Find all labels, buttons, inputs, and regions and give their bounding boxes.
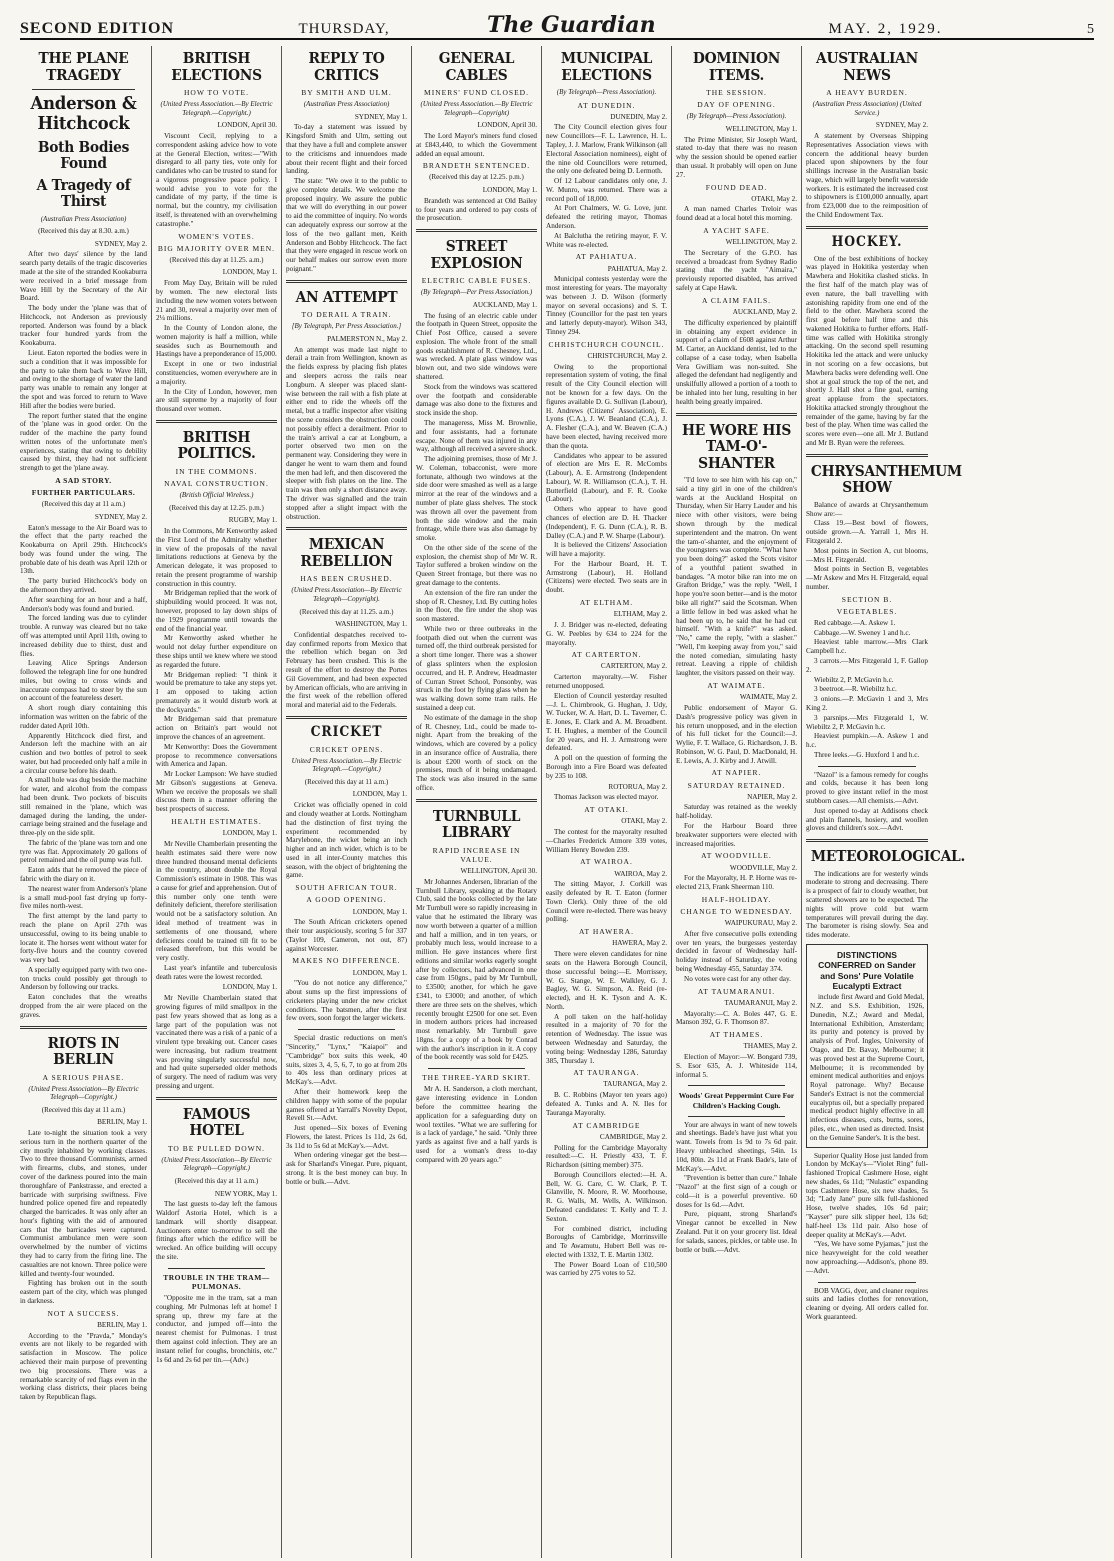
paragraph: Wiebiltz 2, P. McGavin h.c. bbox=[814, 675, 894, 684]
dateline: LONDON, May 1. bbox=[222, 268, 277, 277]
paragraph: Mr Locker Lampson: We have studied Mr Gibson's suggestions at Geneva. When we receive the proposals we shall discuss them in a manner offering the best prospects of success. bbox=[156, 770, 277, 814]
headline-chrysanthemum-show: CHRYSANTHEMUM SHOW bbox=[810, 461, 962, 497]
subheading: AT DUNEDIN. bbox=[577, 100, 636, 110]
advertisement: "Nazol" is a famous remedy for coughs and colds, because it has been long proved to give instant relief in the most stubborn cases.—All chemists.—Advt. bbox=[806, 770, 928, 805]
paragraph: At Port Chalmers, W. G. Love, junr. defeated the retiring mayor, Thomas Anderson. bbox=[546, 204, 667, 231]
paragraph: Carterton mayoralty.—W. Fisher returned unopposed. bbox=[546, 673, 667, 690]
advertisement: Pure, piquant, strong Sharland's Vinegar cannot be excelled in New Zealand. Put it on your grocery list. Ideal for salads, sauces, pickles, or table use. In bottle or bulk.—Advt. bbox=[676, 1210, 797, 1254]
dateline: WELLINGTON, April 30. bbox=[460, 867, 537, 876]
headline-tragedy-of-thirst: A Tragedy of Thirst bbox=[36, 175, 131, 211]
paragraph: Mr Johannes Andersen, librarian of the Turnbull Library, speaking at the Rotary Club, said the books collected by the late Mr Turnbull were so rapidly increasing in value that he estimated the library was now worth between a quarter of a million and half a million, and in ten years, or probably much less, would increase to a million. He gave instances where first editions and similar works eagerly sought after by collectors, had advanced in one case from 150gns., paid by Mr Turnbull, to £3500; another, for which he gave £341, to £3000; and another, of which there are three sets on the shelves, which recently brought £2500 for one set. Even in modern authors prices had increased most remarkably. Mr Turnbull gave 18gns. for a copy of a book by Conrad with the author's inscription in it. A copy of the book recently was sold for £425. bbox=[416, 877, 537, 1062]
paragraph: The nearest water from Anderson's 'plane is a small mud-pool fast drying up forty-five miles north-west. bbox=[20, 884, 147, 911]
paragraph: No estimate of the damage in the shop of R. Chesney, Ltd., could be made to-night. Apart from the breaking of the windows, which are covered by a policy in an insurance office of Australia, there is about £200 worth of stock on the premises, much of it being undamaged. The stock was also insured in the same office. bbox=[416, 713, 537, 792]
ad-heading: TROUBLE IN THE TRAM—PULMONAS. bbox=[163, 1272, 270, 1291]
dateline: AUCKLAND, May 1. bbox=[472, 300, 537, 309]
paragraph: The fusing of an electric cable under the footpath in Queen Street, opposite the Chief Post Office, caused a severe explosion. The whole front of the small goods establishment of R. Chesney, Ltd., was wrecked. A plate glass window was blown out, and two side windows were shattered. bbox=[416, 311, 537, 382]
headline-street-explosion: STREET EXPLOSION bbox=[430, 237, 523, 272]
subheading: SATURDAY RETAINED. bbox=[687, 780, 786, 790]
paragraph: For combined district, including Boroughs of Cambridge, Morrinsville and Te Awamutu, Hubert Bell was re-elected with 1332, T. E. Martin 1302. bbox=[546, 1224, 667, 1259]
paragraph: The body under the 'plane was that of Hitchcock, not Anderson as previously reported. Anderson was found by a black tracker four hundred yards from the Kookaburra. bbox=[20, 304, 147, 348]
subheading: WOMEN'S VOTES. bbox=[178, 231, 255, 241]
paragraph: A short rough diary containing this information was written on the fabric of the rudder dated April 10th. bbox=[20, 704, 147, 730]
subheading: NOT A SUCCESS. bbox=[47, 1308, 120, 1318]
column-6 bbox=[672, 46, 802, 1558]
headline-british-elections: BRITISH ELECTIONS bbox=[171, 49, 262, 84]
paragraph: Owing to the proportional representation system of voting, the final result of the City Council election will not be known for a few days. On the figures available D. G. Sullivan (Labour), H. Andrews (Citizens' Association), E. Lyons (C.A.), J. W. Beanland (C.A.), J. A. Flesher (C.A.), and W. Beaven (C.A.) have been elected, having received more than the quota. bbox=[546, 362, 667, 450]
paragraph: The Secretary of the G.P.O. has received a broadcast from Sydney Radio stating that the yacht "Aimaira," previously reported disabled, has arrived safely at Cape Hawk. bbox=[676, 248, 797, 293]
paragraph: The sitting Mayor, J. Corkill was easily defeated by R. T. Eaton (former Town Clerk). Only three of the old Council were re-elected. There was heavy polling. bbox=[546, 880, 667, 924]
dateline: TAUMARANUI, May 2. bbox=[724, 998, 797, 1007]
headline-an-attempt: AN ATTEMPT bbox=[295, 287, 398, 306]
subheading: HALF-HOLIDAY. bbox=[701, 894, 772, 904]
subheading: AT PAHIATUA. bbox=[575, 252, 638, 262]
paragraph: Mr Bridgeman replied that the work of shipbuilding would proceed. It was not, however, proposed to lay down ships of the 1929 programme until towards the end of the financial year. bbox=[156, 589, 277, 633]
subheading: SOUTH AFRICAN TOUR. bbox=[295, 883, 398, 893]
ad-heading: Woods' Great Peppermint Cure For Children's Hacking Cough. bbox=[678, 1091, 795, 1110]
subheading: A HEAVY BURDEN. bbox=[826, 88, 908, 97]
received-line: (Received this day at 12.25. p.m.) bbox=[169, 503, 264, 512]
paragraph: Mr Bridgeman replied: "I think it would be premature to take any steps yet. I am opposed to taking action prematurely as it would disturb work at the dockyards." bbox=[156, 670, 277, 714]
paragraph: 3 beetroot.—R. Wiebiltz h.c. bbox=[814, 685, 897, 694]
headline-hockey: HOCKEY. bbox=[831, 233, 903, 250]
paragraph: Candidates who appear to be assured of election are Mrs E. R. McCombs (Labour), A. E. Armstrong (Independent Labour), W. R. Williamson (C.A.), T. H. Butterfield (Labour), and F. R. Cooke (Labour). bbox=[546, 451, 667, 504]
paragraph: Mr Kenworthy: Does the Government propose to recommence conversations with America and Japan. bbox=[156, 742, 277, 769]
paragraph: The fabric of the 'plane was torn and one tyre was flat. Approximately 20 gallons of petrol remained and the oil pump was full. bbox=[20, 838, 147, 865]
advertisement: Just opened—Six boxes of Evening Flowers, the latest. Prices 1s 11d, 2s 6d, 3s 11d to 5s 6d at McKay's.—Advt. bbox=[286, 1124, 407, 1150]
headline-plane-tragedy: THE PLANE TRAGEDY bbox=[38, 49, 129, 84]
paragraph: The contest for the mayoralty resulted—Charles Frederick Atmore 339 votes, William Henry Bowden 239. bbox=[546, 828, 667, 854]
dateline: CAMBRIDGE, May 2. bbox=[599, 1132, 667, 1141]
headline-british-politics: BRITISH POLITICS. bbox=[177, 427, 256, 463]
dateline: WELLINGTON, May 2. bbox=[725, 238, 797, 247]
subheading: BY SMITH AND ULM. bbox=[301, 88, 392, 97]
paragraph: A poll on the question of forming the Borough into a Fire Board was defeated by 235 to 108. bbox=[546, 754, 667, 780]
paragraph: A man named Charles Treloir was found dead at a local hotel this morning. bbox=[676, 205, 797, 223]
paragraph: For the Mayoralty, H. P. Horne was re-elected 213, Frank Sheerman 110. bbox=[676, 874, 797, 892]
paragraph: Apparently Hitchcock died first, and Anderson left the machine with an air cushion and two bottles of petrol to seek water, but had proceeded only half a mile in a circular course before his death. bbox=[20, 731, 147, 775]
paragraph: In the County of London alone, the women majority is half a million, while seasides such as Bournemouth and Hastings have a preponderance of 15,000. bbox=[156, 324, 277, 359]
received-line: (Received this day at 11 a.m.) bbox=[304, 777, 389, 786]
credit-line: (Australian Press Association) (United Service.) bbox=[812, 100, 922, 117]
subheading: AT TAURANGA. bbox=[573, 1068, 640, 1078]
paragraph: Thomas Jackson was elected mayor. bbox=[554, 793, 659, 802]
paragraph: Cricket was officially opened in cold and cloudy weather at Lords. Nottingham had the distinction of first trying the experiment recommended by Marylebone, the wicket being an inch higher and an inch wider, which is to be used in all inter-County matches this season, with the object of brightening the game. bbox=[286, 801, 407, 880]
paragraph: No votes were cast for any other day. bbox=[684, 974, 791, 983]
paragraph: The Power Board Loan of £10,500 was carried by 275 votes to 52. bbox=[546, 1260, 667, 1278]
subheading: DAY OF OPENING. bbox=[697, 100, 776, 110]
paragraph: Three leeks.—G. Huxford 1 and h.c. bbox=[814, 750, 920, 759]
dateline: SYDNEY, May 2. bbox=[875, 121, 928, 130]
subheading: THE THREE-YARD SKIRT. bbox=[422, 1073, 531, 1083]
dateline: PAHIATUA, May 2. bbox=[607, 264, 667, 273]
paragraph: Late to-night the situation took a very serious turn in the northern quarter of the city mostly inhabited by working classes. Two to three thousand Communists, armed with firearms, clubs, and stones, under cover of the darkness poured into the main thoroughfare of Pankstrasse, and erected a barricade with surprising swiftness. Five hundred police opened fire and repeatedly charged the barricades. It was only after an hour's fighting with the aid of armoured cars that the barricades were captured. Communist ambulance men were soon overwhelmed by the number of victims they had to carry from the firing line. The casualties are not known. Three police were killed and twenty-four wounded. bbox=[20, 1129, 147, 1278]
paragraph: In the City of London, however, men are still supreme by a majority of four thousand over women. bbox=[156, 387, 277, 414]
paragraph: Mr Bridgeman said that premature action on Britain's part would not improve the chances of an agreement. bbox=[156, 715, 277, 741]
advertisement: Superior Quality Hose just landed from London by McKay's—"Violet Ring" full-fashioned Tropical Cashmere Hose, eight new shades, 6s 11d; "Nulastic" expanding tops Cashmere Hose, six new shades, 5s 3d; "Lady Jane" pure silk full-fashioned Hose, twelve shades, 10s 6d pair; "Kayser" pure silk slipper heel, 13s 6d; half-heel 13s 11d pair. Also hose of deeper quality at McKay's.—Advt. bbox=[806, 1151, 928, 1239]
headline-famous-hotel: FAMOUS HOTEL bbox=[182, 1104, 251, 1140]
dateline: BERLIN, May 1. bbox=[97, 1118, 147, 1127]
paragraph: Mayoralty:—C. A. Boles 447, G. E. Manson 392, G. F. Thomson 87. bbox=[676, 1009, 797, 1027]
dateline: WAIMATE, May 2. bbox=[739, 693, 797, 702]
credit-line: (United Press Association—By Electric Telegraph—Copyright.) bbox=[161, 1155, 272, 1173]
credit-line: [By Telegraph, Per Press Association.] bbox=[291, 322, 402, 331]
dateline: WOODVILLE, May 2. bbox=[729, 863, 797, 872]
subheading: AT ELTHAM. bbox=[579, 598, 634, 608]
dateline: ELTHAM, May 2. bbox=[613, 610, 667, 619]
advertisement: "Prevention is better than cure." Inhale "Nazol" at the first sign of a cough or cold—it is a powerful preventive. 60 doses for 1s 6d.—Advt. bbox=[676, 1174, 797, 1209]
paragraph: The City Council election gives four new Councillors—F. L. Lawrence, H. L. Tapley, J. J. Marlow, Frank Wilkinson (all Electoral Association nominees), eight of the nine old Councillors were returned, the only one defeated being D. Lermoth. bbox=[546, 123, 667, 176]
paragraph: The forced landing was due to cylinder trouble. A runway was cleared but no take off was attempted until April 11th, owing to increased debility due to thirst, dust and flies. bbox=[20, 614, 147, 658]
paragraph: The South African cricketers opened their tour auspiciously, scoring 5 for 337 (Taylor 109, Cameron, not out, 87) against Worcester. bbox=[286, 918, 407, 953]
paragraph: Municipal contests yesterday were the most interesting for years. The mayoralty was between J. D. Wilson (formerly mayor on several occasions) and S. T. Tinney (Councillor for the past ten years and latterly deputy-mayor). Wilson 343, Tinney 294. bbox=[546, 275, 667, 336]
subheading: SECTION B. bbox=[841, 594, 893, 604]
date-label: MAY. 2, 1929. bbox=[828, 21, 943, 37]
credit-line: (United Press Association—By Electric Telegraph—Copyright.) bbox=[28, 1084, 139, 1102]
paragraph: Borough Councillors elected:—H. A. Bell, W. G. Care, C. W. Clark, P. T. Glanville, N. Moore, R. W. Moorhouse, R. G. Walls, M. Wells, A. Wilkinson. Defeated candidates: T. Kelly and T. J. Sexton. bbox=[546, 1170, 667, 1223]
received-line: (Received this day at 11 a.m.) bbox=[174, 1177, 259, 1186]
credit-line: (United Press Association.—By Electric Telegraph.—Copyright.) bbox=[160, 100, 273, 117]
subheading: CRICKET OPENS. bbox=[309, 744, 384, 754]
subheading: A SERIOUS PHASE. bbox=[42, 1072, 125, 1082]
paragraph: An extension of the fire ran under the shop of R. Chesney, Ltd. By cutting holes in the floor, the fire under the shop was soon mastered. bbox=[416, 588, 537, 624]
paragraph: A statement by Overseas Shipping Representatives Association views with concern the additional heavy burden placed upon shipowners by the four shillings increase in the Australian basic wage, which will largely benefit waterside workers. It is estimated the increased cost to shipowners is £100,000 annually, apart from £23,000 due to the reimposition of the Child Endowment Tax. bbox=[806, 131, 929, 220]
credit-line: (United Press Association—By Electric Telegraph—Copyright). bbox=[291, 586, 402, 603]
paragraph: Polling for the Cambridge Mayoralty resulted:—C. H. Priestly 433, T. F. Richardson (sitting member) 375. bbox=[546, 1143, 667, 1170]
paragraph: One of the best exhibitions of hockey was played in Hokitika yesterday when Mawhera and Hokitika clashed sticks. In the first half of the match play was of even nature, the ball travelling with astonishing rapidity from one end of the field to the other. Mawhera scored the first goal before half time and this wakened Hokitika to further efforts. Half-time was called with Hokitika strongly attacking. On the second spell resuming Hokitika led the attack and were unlucky in not scoring on a few occasions, but Mawhera backs were defending well. One shot at goal struck the top of the net, and shortly J. Hall shot a fine goal, earning great applause from the spectators. Hokitika attacked strongly throughout the remainder of the game, having by far the best of the play. When time was called the scores were even—one all. Mr J. Butland and Mr B. Ryan were the referees. bbox=[806, 254, 928, 448]
dateline: NEW YORK, May 1. bbox=[214, 1189, 277, 1198]
headline-tam-o-shanter: HE WORE HIS TAM-O'-SHANTER bbox=[681, 420, 792, 472]
dateline: HAWERA, May 2. bbox=[612, 939, 667, 948]
credit-line: (By Telegraph—Press Association). bbox=[686, 112, 787, 121]
dateline: LONDON, April 30. bbox=[477, 121, 537, 130]
column-5 bbox=[542, 46, 672, 1558]
subheading: TO DERAIL A TRAIN. bbox=[301, 310, 392, 320]
advertisement: Your are always in want of new towels and sheetings. Bade's have just what you want. Towels from 1s 9d to 7s 6d pair. Heavy unbleached sheetings, 54in. 1s 10d, 80in. 2s 11d at Frank Bade's, late of McKay's.—Advt. bbox=[676, 1120, 797, 1173]
dateline: WELLINGTON, May 1. bbox=[725, 124, 797, 133]
paragraph: The adjoining premises, those of Mr J. W. Coleman, tobacconist, were more fortunate, although two windows at the side door were smashed as well as a large mirror at the rear of the windows and a number of plate glass shelves. The stock was thrown all over the pavement from both the side window and the main frontage, while there was also damage by smoke. bbox=[416, 455, 537, 543]
paragraph: 3 carrots.—Mrs Fitzgerald 1, F. Gallop 2. bbox=[806, 657, 928, 674]
advertisement: Just opened to-day at Addisons check and plain flannels, hosiery, and woollen gloves and children's sox.—Advt. bbox=[806, 806, 928, 833]
dateline: LONDON, May 1. bbox=[222, 829, 277, 838]
paragraph: The indications are for westerly winds moderate to strong and decreasing. There is a prospect of fair to cloudy weather, but scattered showers are to be expected. The nights will prove cold but warm temperatures will prevail during the day. The barometer is rising slowly. Sea and tides moderate. bbox=[806, 869, 928, 940]
credit-line: (Australian Press Association) bbox=[303, 100, 390, 109]
credit-line: (Australian Press Association) bbox=[40, 214, 127, 223]
paragraph: Leaving Alice Springs Anderson followed the telegraph line for one hundred miles, but owing to cross winds and inaccurate compass had to steer by the sun on account of the featureless desert. bbox=[20, 659, 147, 703]
dateline: THAMES, May 2. bbox=[743, 1042, 797, 1051]
advertisement: "Yes, We have some Pyjamas," just the nice heavyweight for the cold weather now approaching.—Addison's, phone 89.—Advt. bbox=[806, 1240, 928, 1275]
paragraph: Mr A. H. Sanderson, a cloth merchant, gave interesting evidence in London before the committee hearing the application for a safeguarding duty on wool textiles. "What we are suffering for is a lack of yardage," he said. "Only three yards as against five and a half yards is used for a woman's dress to-day compared with 20 years ago." bbox=[416, 1085, 537, 1164]
subheading: NAVAL CONSTRUCTION. bbox=[164, 479, 269, 489]
subheading: BIG MAJORITY OVER MEN. bbox=[157, 243, 276, 253]
page-number: 5 bbox=[1087, 22, 1094, 37]
dateline: LONDON, May 1. bbox=[352, 790, 407, 799]
paragraph: "I'd love to see him with his cap on," said a tiny girl in one of the children's wards at the Auckland Hospital on Thursday, when Sir Harry Lauder and his niece with other visitors, were being shown through by the medical superintendent and the matron. On went the tam-o'-shanter, and the enjoyment of the youngsters was complete. "What have you been doing?" asked the Scots visitor of a youthful patient swathed in bandages. "A motor bike ran into me on Grafton Bridge," was the reply. "Well, I hope you're soon better—and is the motor bike all right?" said the Scotsman. When a little fellow in bed was asked what he had been up to, he said that he had cut himself. "With a knife?" was asked. "No," came the reply, "with a slasher." "Well, I'm keeping away from you," said the noted comedian, simulating hasty retreat. Leaving a ripple of childish laughter, the visitors passed on their way. bbox=[676, 476, 797, 678]
paragraph: While two or three outbreaks in the footpath died out when the current was turned off, the third outbreak persisted for a short time longer. There was a shower of glass splinters when the explosion occurred, and H. P. Andrew, Headmaster of Curran Street School, Ponsonby, was struck in the foot by flying glass when he was walking down some tram rails. He sustained a deep cut. bbox=[416, 624, 537, 712]
subheading: CHRISTCHURCH COUNCIL. bbox=[548, 339, 665, 349]
paragraph: The last guests to-day left the famous Waldorf Astoria Hotel, which is a landmark will shortly disappear. Auctioneers enter to-morrow to sell the fittings after which the edifice will be wrecked. An office building will occupy the site. bbox=[156, 1200, 277, 1262]
subheading: ELECTRIC CABLE FUSES. bbox=[421, 276, 532, 286]
dateline: NAPIER, May 2. bbox=[747, 792, 797, 801]
subheading: AT OTAKI. bbox=[584, 805, 629, 815]
dateline: WAIROA, May 2. bbox=[614, 869, 667, 878]
paragraph: 3 parsnips.—Mrs Fitzgerald 1, W. Wiebiltz 2, P. McGavin h.c. bbox=[806, 713, 928, 731]
subheading: AT WOODVILLE. bbox=[701, 851, 772, 861]
subheading: MAKES NO DIFFERENCE. bbox=[292, 956, 401, 966]
paragraph: Eaton adds that he removed the piece of fabric with the diary on it. bbox=[20, 866, 147, 884]
received-line: (Received this day at 11 a.m.) bbox=[41, 1105, 126, 1114]
paragraph: The Lord Mayor's miners fund closed at £843,440, to which the Government added an equal amount. bbox=[416, 131, 537, 158]
paragraph: Election of Mayor:—W. Bongard 739, S. Esor 635, A. J. Whiteside 114, informal 5. bbox=[676, 1053, 797, 1079]
paragraph: A poll taken on the half-holiday resulted in a majority of 70 for the retention of Wednesday. The issue was between Wednesday and Saturday, the voting being: Wednesday 1286, Saturday 385, Thursday 1. bbox=[546, 1012, 667, 1065]
dateline: DUNEDIN, May 2. bbox=[610, 112, 667, 121]
dateline: LONDON, May 1. bbox=[352, 907, 407, 916]
paragraph: Last year's infantile and tuberculosis death rates were the lowest recorded. bbox=[156, 963, 277, 981]
paragraph: There were eleven candidates for nine seats on the Hawera Borough Council, those successful being:—E. Morrissey, W. G. Stange, W. E. Walkley, G. J. Bagley, W. G. Simpson, A. Reid (re-elected), and H. K. Tyson and A. K. North. bbox=[546, 950, 667, 1011]
received-line: (Received this day at 11 a.m.) bbox=[41, 500, 126, 509]
headline-municipal-elections: MUNICIPAL ELECTIONS bbox=[560, 49, 653, 84]
paragraph: Saturday was retained as the weekly half-holiday. bbox=[676, 803, 797, 821]
paragraph: A specially equipped party with two one-ton trucks could possibly get through to Anderson by following our tracks. bbox=[20, 965, 147, 992]
paragraph: Except in one or two industrial constituencies, women everywhere are in a majority. bbox=[156, 360, 277, 386]
subheading: AT CARTERTON. bbox=[571, 650, 642, 660]
dateline: PALMERSTON N., May 2. bbox=[327, 334, 407, 343]
paragraph: Others who appear to have good chances of election are D. H. Thacker (Independent), F. G. Dunn (C.A.), R. B. Dalley (C.A.) and P. W. Sharpe (Labour). bbox=[546, 505, 667, 540]
dateline: OTAKI, May 2. bbox=[621, 817, 667, 826]
advertisement: BOB VAGG, dyer, and cleaner requires suits and ladies clothes for renovation, cleaning or dyeing. All orders called for. Work guaranteed. bbox=[806, 1286, 928, 1321]
dateline: OTAKI, May 2. bbox=[751, 194, 797, 203]
received-line: (Received this day at 11.25. a.m.) bbox=[169, 255, 264, 264]
paragraph: On the other side of the scene of the explosion, the chemist shop of Mr W. R. Taylor suffered a broken window on the Queen Street frontage, but there was no great damage to the contents. bbox=[416, 543, 537, 588]
received-line: (Received this day at 12.25. p.m.) bbox=[429, 173, 524, 182]
dateline: LONDON, May 1. bbox=[222, 983, 277, 992]
paragraph: Fighting has broken out in the south eastern part of the city, which was plunged in darkness. bbox=[20, 1279, 147, 1305]
paragraph: After two days' silence by the land search party details of the tragic discoveries made at the site of the stranded Kookaburra were received in a brief message from Wave Hill by the Secretary of the Air Board. bbox=[20, 250, 147, 303]
headline-cricket: CRICKET bbox=[310, 723, 383, 740]
advertisement: After their homework keep the children happy with some of the popular games offered at Yarrall's Novelty Depot, Revell St.—Advt. bbox=[286, 1087, 407, 1123]
dateline: ROTORUA, May 2. bbox=[608, 782, 667, 791]
column-4 bbox=[412, 46, 542, 1558]
paragraph: B. C. Robbins (Mayor ten years ago) defeated A. Tunks and A. N. Iles for Tauranga Mayoralty. bbox=[546, 1091, 667, 1117]
subheading: AT WAIROA. bbox=[580, 857, 633, 867]
paragraph: The state: "We owe it to the public to give complete details. We welcome the proposed inquiry. We assure the public that we will do everything in our power to aid the committee of inquiry. No words can adequately express our sorrow at the loss of the two gallant men, Keith Anderson and Bobby Hitchcock. The fact that they were engaged in rescue work on our behalf makes our sorrow even more poignant." bbox=[286, 177, 407, 273]
credit-line: United Press Association.—By Electric Telegraph.—Copyright.) bbox=[291, 756, 402, 774]
received-line: (Received this day at 11.25. a.m.) bbox=[299, 607, 394, 616]
subheading: AT NAPIER. bbox=[711, 768, 762, 778]
paragraph: Most points in Section A, cut blooms, —Mrs H. Fitzgerald. bbox=[806, 546, 928, 564]
dateline: WAIPUKURAU, May 2. bbox=[724, 919, 797, 928]
paragraph: Class 19.—Best bowl of flowers, outside grown.—A. Yarrall 1, Mrs H. Fitzgerald 2. bbox=[806, 519, 928, 545]
masthead bbox=[20, 6, 1094, 40]
subheading: AT TAUMARANUI. bbox=[697, 986, 776, 996]
paragraph: Of 12 Labour candidates only one, J. W. Munro, was returned. There was a record poll of 18,000. bbox=[546, 177, 667, 203]
dateline: CARTERTON, May 2. bbox=[600, 662, 667, 671]
paragraph: At Balclutha the retiring mayor, F. V. White was re-elected. bbox=[546, 231, 667, 249]
paragraph: Stock from the windows was scattered over the footpath and considerable damage was also done to the fixtures and stock inside the shop. bbox=[416, 382, 537, 418]
subheading: AT WAIMATE. bbox=[707, 681, 766, 691]
paragraph: "You do not notice any difference," about sums up the first impressions of cricketers playing under the new cricket conditions. The batsmen, after the first few overs, soon forgot the larger wickets. bbox=[286, 979, 407, 1023]
distinctions-ad-box bbox=[806, 944, 928, 1148]
paragraph: Viscount Cecil, replying to a correspondent asking advice how to vote at the General Election, writes:—"With disregard to all party ties, vote only for candidates who can be trusted to stand for a vigorous progressive peace policy. I would advise you to vote for the candidate of my party, if the time is normal, but the country, my civilisation itself, is threatened with an overwhelming catastrophe." bbox=[156, 131, 277, 228]
paragraph: The report further stated that the engine of the 'plane was in good order. On the rudder of the machine the party found written notes of the unfortunate men's experiences, stating that owing to debility caused by thirst, they had not sufficient strength to get the 'plane away. bbox=[20, 411, 147, 473]
paragraph: The difficulty experienced by plaintiff in obtaining any expert evidence in support of a claim of £608 against Arthur M. Carter, an Auckland dentist, led to the collapse of a case today, when Isabella Vera Gwilliam was non-suited. She alleged the defendant had negligently and unskilfully allowed a portion of a tooth to be inhaled into her lung, resulting in her health being greatly impaired. bbox=[676, 318, 797, 406]
paragraph: An attempt was made last night to derail a train from Wellington, known as the fields express by placing fish plates and sleepers across the rails near Longburn. A sleeper was placed slant-wise between the rail with a fish plate at either end to ride the wheels off the metal, but a traffic inspector after visiting the scene considers the obstruction could not possibly effect a derailment. Prior to the train's arrival a car at Longburn, a porter observed two men on the permanent way. Considering they were in danger he went to warn them and found the men had left, and then discovered the sleeper with fish plates on the line. The train was then only a short distance away. The driver was signalled and the train stopped after a slight impact with the obstruction. bbox=[286, 345, 407, 521]
credit-line: (By Telegraph—Press Association). bbox=[556, 88, 657, 96]
dateline: BERLIN, May 1. bbox=[97, 1320, 147, 1329]
paragraph: For the Harbour Board three breakwater supporters were elected with increased majorities. bbox=[676, 822, 797, 848]
dateline: LONDON, April 30. bbox=[217, 121, 277, 130]
columns bbox=[16, 46, 1098, 1558]
column-2 bbox=[152, 46, 282, 1558]
paragraph: Brandeth was sentenced at Old Bailey to four years and ordered to pay costs of the prosecution. bbox=[416, 196, 537, 223]
dateline: TAURANGA, May 2. bbox=[603, 1080, 667, 1089]
subheading: TO BE PULLED DOWN. bbox=[167, 1143, 266, 1153]
paragraph: Mr Neville Chamberlain presenting the health estimates said there were now three hundred thousand mental deficients in the country, about double the Royal Commission's estimate in 1908. This was a cause for grief and apprehension. Out of this number only one tenth were definitely deficient, therefore sterilisation would not be a satisfactory solution. An ideal method of treatment was in settlements of one thousand, where deficients could be trained till fit to be released therefrom, but this would be very costly. bbox=[156, 839, 277, 963]
dateline: SYDNEY, May 2. bbox=[94, 512, 147, 521]
subheading: RAPID INCREASE IN VALUE. bbox=[432, 845, 521, 864]
subheading: A GOOD OPENING. bbox=[306, 895, 387, 905]
edition-label: SECOND EDITION bbox=[20, 20, 175, 37]
advertisement: include first Award and Gold Medal, N.Z. and S.S. Exhibition, 1926, Dunedin, N.Z.; Award and Medal, International Exhibition, Amsterdam; its purity and potency is proved by analysis of Prof. Ingles, University of Otago, and Dr. Bavay, Melbourne; it was proved best at the Supreme Court, Melbourne; it is recommended by eminent medical authorities and enjoys Royal patronage. Why? Because Sander's Extract is not the commercial eucalyptus oil, but a specially prepared medical product highly effective in all infectious diseases, cuts, burns, sores, piles, etc., when used as directed. Insist on the Genuine Sander's. It is the best. bbox=[810, 993, 924, 1142]
paragraph: Mr Neville Chamberlain stated that growing figures of mild smallpox in the past few years showed that as long as a large part of the population was not vaccinated there was a risk of a panic of a virulent type breaking out. Cancer cases were increasing, but radium treatment was proving singularly successful now, and had quite superseded older methods of surgery. The need of radium was very pressing and urgent. bbox=[156, 994, 277, 1091]
headline-bodies-found: Both Bodies Found bbox=[37, 137, 130, 173]
subheading: A YACHT SAFE. bbox=[703, 225, 770, 235]
headline-australian-news: AUSTRALIAN NEWS bbox=[816, 49, 918, 84]
paragraph: Heaviest table marrow.—Mrs Clark Campbell h.c. bbox=[806, 638, 928, 656]
subheading: VEGETABLES. bbox=[836, 606, 898, 616]
subheading: HOW TO VOTE. bbox=[184, 88, 249, 97]
dateline: AUCKLAND, May 2. bbox=[732, 307, 797, 316]
subheading: FURTHER PARTICULARS. bbox=[31, 488, 136, 498]
advertisement: Special drastic reductions on men's "Sincerity," "Lynx," "Kaiapoi" and "Cambridge" box suits this week, 40 suits, sizes 3, 4, 5, 6, 7, to go at from 20s to 40s less than ordinary prices at McKay's.—Advt. bbox=[286, 1034, 407, 1087]
subheading: AT CAMBRIDGE bbox=[572, 1120, 641, 1130]
paragraph: After five consecutive polls extending over ten years, the burgesses yesterday decided in favour of Wednesday half-holiday instead of Saturday, the voting being Wednesday 455, Saturday 374. bbox=[676, 929, 797, 974]
paragraph: Confidential despatches received to-day confirmed reports from Mexico that the rebellion which began on 3rd February has been crushed. This is the result of the effort to destroy the Portes Gil Government, and had been expected by American officials, who are arriving in the first week of the rebellion offered moral and material aid to the Federals. bbox=[286, 630, 407, 710]
headline-dominion-items: DOMINION ITEMS. bbox=[692, 49, 781, 84]
subheading: CHANGE TO WEDNESDAY. bbox=[680, 907, 793, 916]
paragraph: The Prime Minister, Sir Joseph Ward, stated to-day that there was no reason why the session should be opened earlier than usual. It probably will open on June 27. bbox=[676, 135, 797, 179]
received-line: (Received this day at 8.30. a.m.) bbox=[38, 227, 129, 236]
ad-heading: DISTINCTIONS CONFERRED on Sander and Sons' Pure Volatile Eucalypti Extract bbox=[818, 949, 916, 991]
paragraph: Public endorsement of Mayor G. Dash's progressive policy was given in his return unopposed, and in the election of his full ticket for the Council:—J. Wylie, F. T. Wallace, G. Richardson, J. B. Robinson, W. G. Paul, D. MacDonald, H. E. Lewis, A. J. Kirby and J. Atwill. bbox=[676, 703, 797, 765]
paragraph: Balance of awards at Chrysanthemum Show are:— bbox=[806, 500, 928, 518]
paragraph: Most points in Section B, vegetables —Mr Askew and Mrs H. Fitzgerald, equal number. bbox=[806, 565, 928, 591]
advertisement: When ordering vinegar get the best—ask for Sharland's Vinegar. Pure, piquant, strong. It is the best money can buy. In bottle or bulk.—Advt. bbox=[286, 1151, 407, 1186]
paragraph: For the Harbour Board, H. T. Armstrong (Labour), H. Holland (Citizens) were elected. Two seats are in doubt. bbox=[546, 559, 667, 595]
paragraph: To-day a statement was issued by Kingsford Smith and Ulm, setting out that they have a full and complete answer to the criticisms and innuendoes made about their recent flight and their forced landing. bbox=[286, 123, 407, 176]
dateline: SYDNEY, May 1. bbox=[354, 112, 407, 121]
headline-reply-critics: REPLY TO CRITICS bbox=[308, 49, 385, 84]
paragraph: Cabbage.—W. Sweney 1 and h.c. bbox=[814, 628, 911, 637]
dateline: RUGBY, May 1. bbox=[228, 516, 277, 525]
headline-meteorological: METEOROLOGICAL. bbox=[810, 847, 966, 866]
paragraph: Red cabbage.—A. Askew 1. bbox=[814, 618, 896, 627]
paragraph: Eaton's message to the Air Board was to the effect that the party reached the Kookaburra on April 29th. Hitchcock's body was found under the wing. The probable date of his death was April 12th or 13th. bbox=[20, 523, 147, 576]
subheading: THE SESSION. bbox=[706, 88, 767, 97]
subheading: HEALTH ESTIMATES. bbox=[171, 817, 262, 827]
paragraph: J. J. Bridger was re-elected, defeating G. W. Peebles by 634 to 224 for the mayoralty. bbox=[546, 620, 667, 647]
subheading: IN THE COMMONS. bbox=[175, 466, 258, 476]
headline-anderson-hitchcock: Anderson & Hitchcock bbox=[30, 93, 137, 134]
subheading: AT HAWERA. bbox=[578, 927, 635, 937]
paragraph: It is believed the Citizens' Association will have a majority. bbox=[546, 541, 667, 559]
paper-title: The Guardian bbox=[487, 12, 656, 38]
paragraph: In the Commons, Mr Kenworthy asked the First Lord of the Admiralty whether in view of the proposals of the naval limitations reductions at Geneva by the American delegate, it was proposed to retain the present programme of warship construction in this country. bbox=[156, 527, 277, 588]
paragraph: A small hole was dug beside the machine for water, and alcohol from the compass had been drunk. Two pockets of biscuits still remained in the 'plane, which was damaged during the landing, the under-carriage being strained and the fuselage and three-ply on the side split. bbox=[20, 776, 147, 838]
column-3 bbox=[282, 46, 412, 1558]
paragraph: The manageress, Miss M. Brownlie, and four assistants, had a fortunate escape. None of them was injured in any way, although all received a severe shock. bbox=[416, 418, 537, 454]
dateline: LONDON, May 1. bbox=[352, 968, 407, 977]
paragraph: The first attempt by the land party to reach the plane on April 27th was unsuccessful, owing to its being unable to locate it. The horses went without water for forty-five hours and the country covered was very bad. bbox=[20, 912, 147, 965]
headline-general-cables: GENERAL CABLES bbox=[438, 49, 515, 84]
credit-line: (By Telegraph—Per Press Association.) bbox=[420, 288, 533, 297]
subheading: A CLAIM FAILS. bbox=[701, 295, 772, 305]
paragraph: Heaviest pumpkin.—A. Askew 1 and h.c. bbox=[806, 732, 928, 750]
headline-mexican-rebellion: MEXICAN REBELLION bbox=[300, 535, 393, 570]
dateline: WASHINGTON, May 1. bbox=[335, 620, 407, 629]
paragraph: Eaton concludes that the wreaths dropped from the air were placed on the graves. bbox=[20, 993, 147, 1019]
column-7 bbox=[802, 46, 966, 1558]
subheading: BRANDETH SENTENCED. bbox=[422, 161, 531, 171]
dateline: LONDON, May 1. bbox=[482, 186, 537, 194]
paragraph: Lieut. Eaton reported the bodies were in such a condition that it was impossible for the party to take them back to Wave Hill, and owing to the shortage of water the land party was unable to remain any longer at the spot and was forced to return to Wave Hill after the bodies were buried. bbox=[20, 349, 147, 410]
subheading: HAS BEEN CRUSHED. bbox=[300, 574, 393, 584]
headline-riots-berlin: RIOTS IN BERLIN bbox=[47, 1033, 120, 1069]
column-1 bbox=[16, 46, 152, 1558]
subheading: MINERS' FUND CLOSED. bbox=[424, 88, 529, 97]
paragraph: 3 onions.—P. McGavin 1 and 3, Mrs King 2. bbox=[806, 695, 928, 712]
dateline: CHRISTCHURCH, May 2. bbox=[587, 351, 667, 360]
paragraph: After searching for an hour and a half, Anderson's body was found and buried. bbox=[20, 595, 147, 613]
paragraph: According to the "Pravda," Monday's events are not likely to be regarded with satisfaction in Moscow. The police achieved their main purpose of preventing two big processions. There was a remarkable scarcity of red flags even in the working class districts, their places being taken by Republican flags. bbox=[20, 1331, 147, 1402]
paragraph: Mr Kenworthy asked whether he would not delay further expenditure on these ships until we knew where we stood as regarded the future. bbox=[156, 634, 277, 669]
paragraph: The party buried Hitchcock's body on the afternoon they arrived. bbox=[20, 577, 147, 595]
day-label: THURSDAY, bbox=[298, 21, 390, 37]
dateline: SYDNEY, May 2. bbox=[94, 239, 147, 248]
subheading: FOUND DEAD. bbox=[705, 182, 768, 192]
headline-turnbull-library: TURNBULL LIBRARY bbox=[432, 806, 521, 842]
advertisement: "Opposite me in the tram, sat a man coughing. Mr Pulmonas left at home! I sprang up, threw my fare at the conductor, and jumped off—into the nearest chemist for Pulmonas. I trust them against cold infection. They are an instant relief for coughs, bronchitis, etc." 1s 6d and 2s 6d per tin.—(Adv.) bbox=[156, 1294, 277, 1364]
paragraph: Election of Council yesterday resulted—J. L. Chirnbrook, G. Hughan, J. Udy, W. Tucker, W. A. Hart, D. L. Taverner, C. E. Jones, E. Clark and A. M. Broadbent. T. H. Hughes, a member of the Council for 20 years, and H. J. Armstrong were defeated. bbox=[546, 691, 667, 753]
subheading: A SAD STORY. bbox=[55, 475, 112, 485]
paragraph: From May Day, Britain will be ruled by women. The new electoral lists including the new women voters between 21 and 30, reveal a majority over men of 2¼ millions. bbox=[156, 279, 277, 323]
subheading: AT THAMES. bbox=[709, 1030, 764, 1040]
credit-line: (United Press Association.—By Electric Telegraph—Copyright) bbox=[420, 100, 533, 117]
credit-line: (British Official Wireless.) bbox=[179, 491, 254, 500]
